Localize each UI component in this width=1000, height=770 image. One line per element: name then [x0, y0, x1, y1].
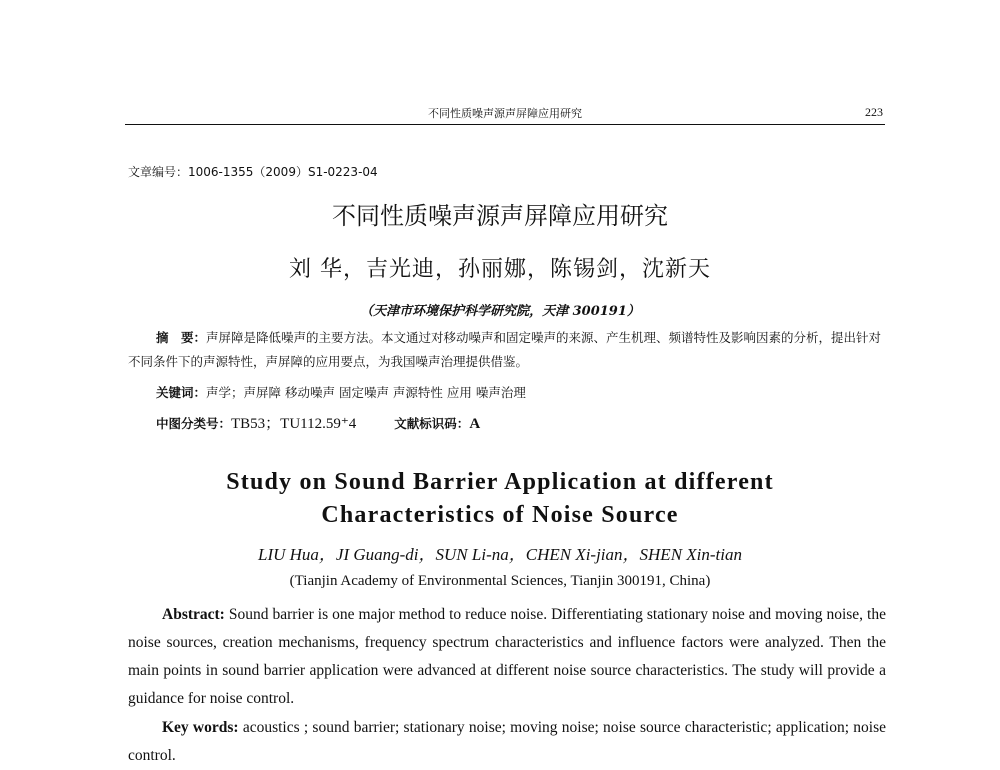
running-header: [125, 104, 885, 125]
chinese-keywords-text: 声学；声屏障 移动噪声 固定噪声 声源特性 应用 噪声治理: [206, 385, 526, 400]
article-number: 文章编号：1006-1355（2009）S1-0223-04: [128, 165, 378, 179]
english-keywords-text: acoustics ; sound barrier; stationary noise; moving noise; noise source characteristic; application; noise control.: [128, 719, 886, 764]
english-title: [0, 466, 1000, 532]
classification-line: [156, 412, 480, 433]
classification-label: 中图分类号：: [156, 416, 232, 431]
chinese-abstract-label: 摘 要：: [156, 330, 207, 345]
chinese-keywords-label: 关键词：: [156, 385, 207, 400]
chinese-title: 不同性质噪声源声屏障应用研究: [332, 202, 668, 230]
chinese-affiliation: （天津市环境保护科学研究院，天津 300191）: [360, 304, 640, 319]
english-keywords: [128, 714, 886, 770]
english-abstract-text: Sound barrier is one major method to reduce noise. Differentiating stationary noise and moving noise, the noise sources, creation mechanisms, frequency spectrum characteristics and influence factors were analyzed. Then the main points in sound barrier application were advanced at different noise source characteristics. The study will provide a guidance for noise control.: [128, 606, 886, 707]
english-affiliation: (Tianjin Academy of Environmental Sciences, Tianjin 300191, China): [289, 573, 711, 589]
english-title-line1: Study on Sound Barrier Application at different: [226, 469, 774, 495]
classification-value: TB53；TU112.59⁺4: [231, 416, 357, 432]
chinese-abstract-text: 声屏障是降低噪声的主要方法。本文通过对移动噪声和固定噪声的来源、产生机理、频谱特性及影响因素的分析，提出针对不同条件下的声源特性，声屏障的应用要点，为我国噪声治理提供借鉴。: [128, 330, 882, 369]
doc-code-label: 文献标识码：: [394, 416, 470, 431]
english-authors: LIU Hua，JI Guang-di，SUN Li-na，CHEN Xi-jian，SHEN Xin-tian: [257, 545, 742, 564]
doc-code-value: A: [469, 416, 481, 432]
chinese-keywords: [156, 383, 526, 401]
english-abstract-label: Abstract:: [162, 606, 225, 623]
chinese-abstract: [128, 326, 888, 374]
chinese-authors: 刘 华，吉光迪，孙丽娜，陈锡剑，沈新天: [289, 257, 711, 282]
english-abstract: [128, 601, 886, 713]
english-keywords-label: Key words:: [162, 719, 239, 736]
running-title: 不同性质噪声源声屏障应用研究: [428, 107, 582, 120]
english-title-line2: Characteristics of Noise Source: [321, 502, 679, 528]
page-number: 223: [865, 105, 883, 119]
